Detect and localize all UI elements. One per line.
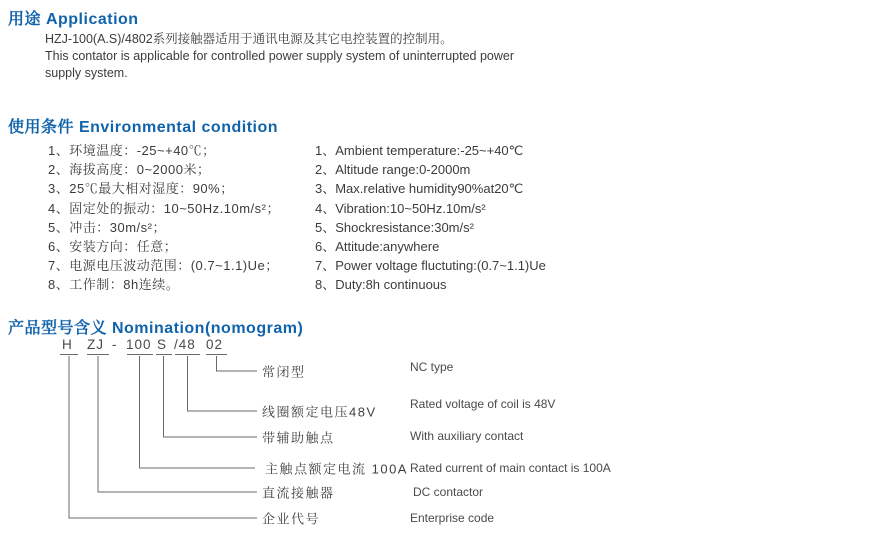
application-line-cn: HZJ-100(A.S)/4802系列接触器适用于通讯电源及其它电控装置的控制用。 [45,32,453,46]
model-code-separator: - [112,337,118,352]
model-code-segment-nc: 02 [206,337,224,352]
list-item: 4、Vibration:10~50Hz.10m/s² [315,200,486,216]
list-item: 1、环境温度：-25~+40℃； [48,143,216,158]
list-item: 2、海拔高度：0~2000米； [48,162,211,178]
nom-label-cn-rated-current: 主触点额定电流 100A [265,461,408,477]
list-item: 6、安装方向：任意； [48,239,178,255]
list-item: 3、25℃最大相对湿度：90%； [48,181,234,197]
list-item: 1、Ambient temperature:-25~+40℃ [315,143,524,158]
section-title-nomination: 产品型号含义 Nomination(nomogram) [8,320,304,337]
list-item: 8、工作制：8h连续。 [48,277,180,293]
nom-label-cn-aux-contact: 带辅助触点 [262,430,335,446]
nom-label-en-nc-type: NC type [410,360,454,374]
nom-label-en-coil-voltage: Rated voltage of coil is 48V [410,397,556,411]
application-paragraph [45,31,514,82]
model-code-segment-enterprise: H [62,337,73,352]
application-line-en-1: This contator is applicable for controlled power supply system of uninterrupted power [45,49,514,63]
nom-label-cn-enterprise-code: 企业代号 [262,511,321,527]
list-item: 7、电源电压波动范围：(0.7~1.1)Ue； [48,258,279,274]
environment-list-en [315,141,546,295]
model-code-segment-aux: S [157,337,168,352]
section-title-environment: 使用条件 Environmental condition [8,119,279,136]
section-title-application: 用途 Application [8,11,139,28]
model-code-segment-current: 100 [126,337,152,352]
nom-label-cn-dc-contactor: 直流接触器 [262,485,335,501]
list-item: 4、固定处的振动：10~50Hz.10m/s²； [48,200,280,216]
nom-label-en-aux-contact: With auxiliary contact [410,429,524,443]
nom-label-en-dc-contactor: DC contactor [413,485,484,499]
list-item: 5、Shockresistance:30m/s² [315,219,474,235]
model-code-segment-type: ZJ [87,337,104,352]
list-item: 2、Altitude range:0-2000m [315,162,471,178]
list-item: 7、Power voltage fluctuting:(0.7~1.1)Ue [315,258,546,274]
list-item: 3、Max.relative humidity90%at20℃ [315,181,524,197]
nom-label-cn-coil-voltage: 线圈额定电压48V [262,404,377,420]
nom-label-en-rated-current: Rated current of main contact is 100A [410,461,611,475]
nom-label-en-enterprise-code: Enterprise code [410,511,495,525]
environment-list-cn [48,141,280,295]
nom-label-cn-nc-type: 常闭型 [262,364,306,380]
list-item: 5、冲击：30m/s²； [48,219,166,235]
list-item: 6、Attitude:anywhere [315,239,440,255]
model-code-segment-voltage: /48 [174,337,196,352]
application-line-en-2: supply system. [45,66,128,80]
list-item: 8、Duty:8h continuous [315,277,447,293]
